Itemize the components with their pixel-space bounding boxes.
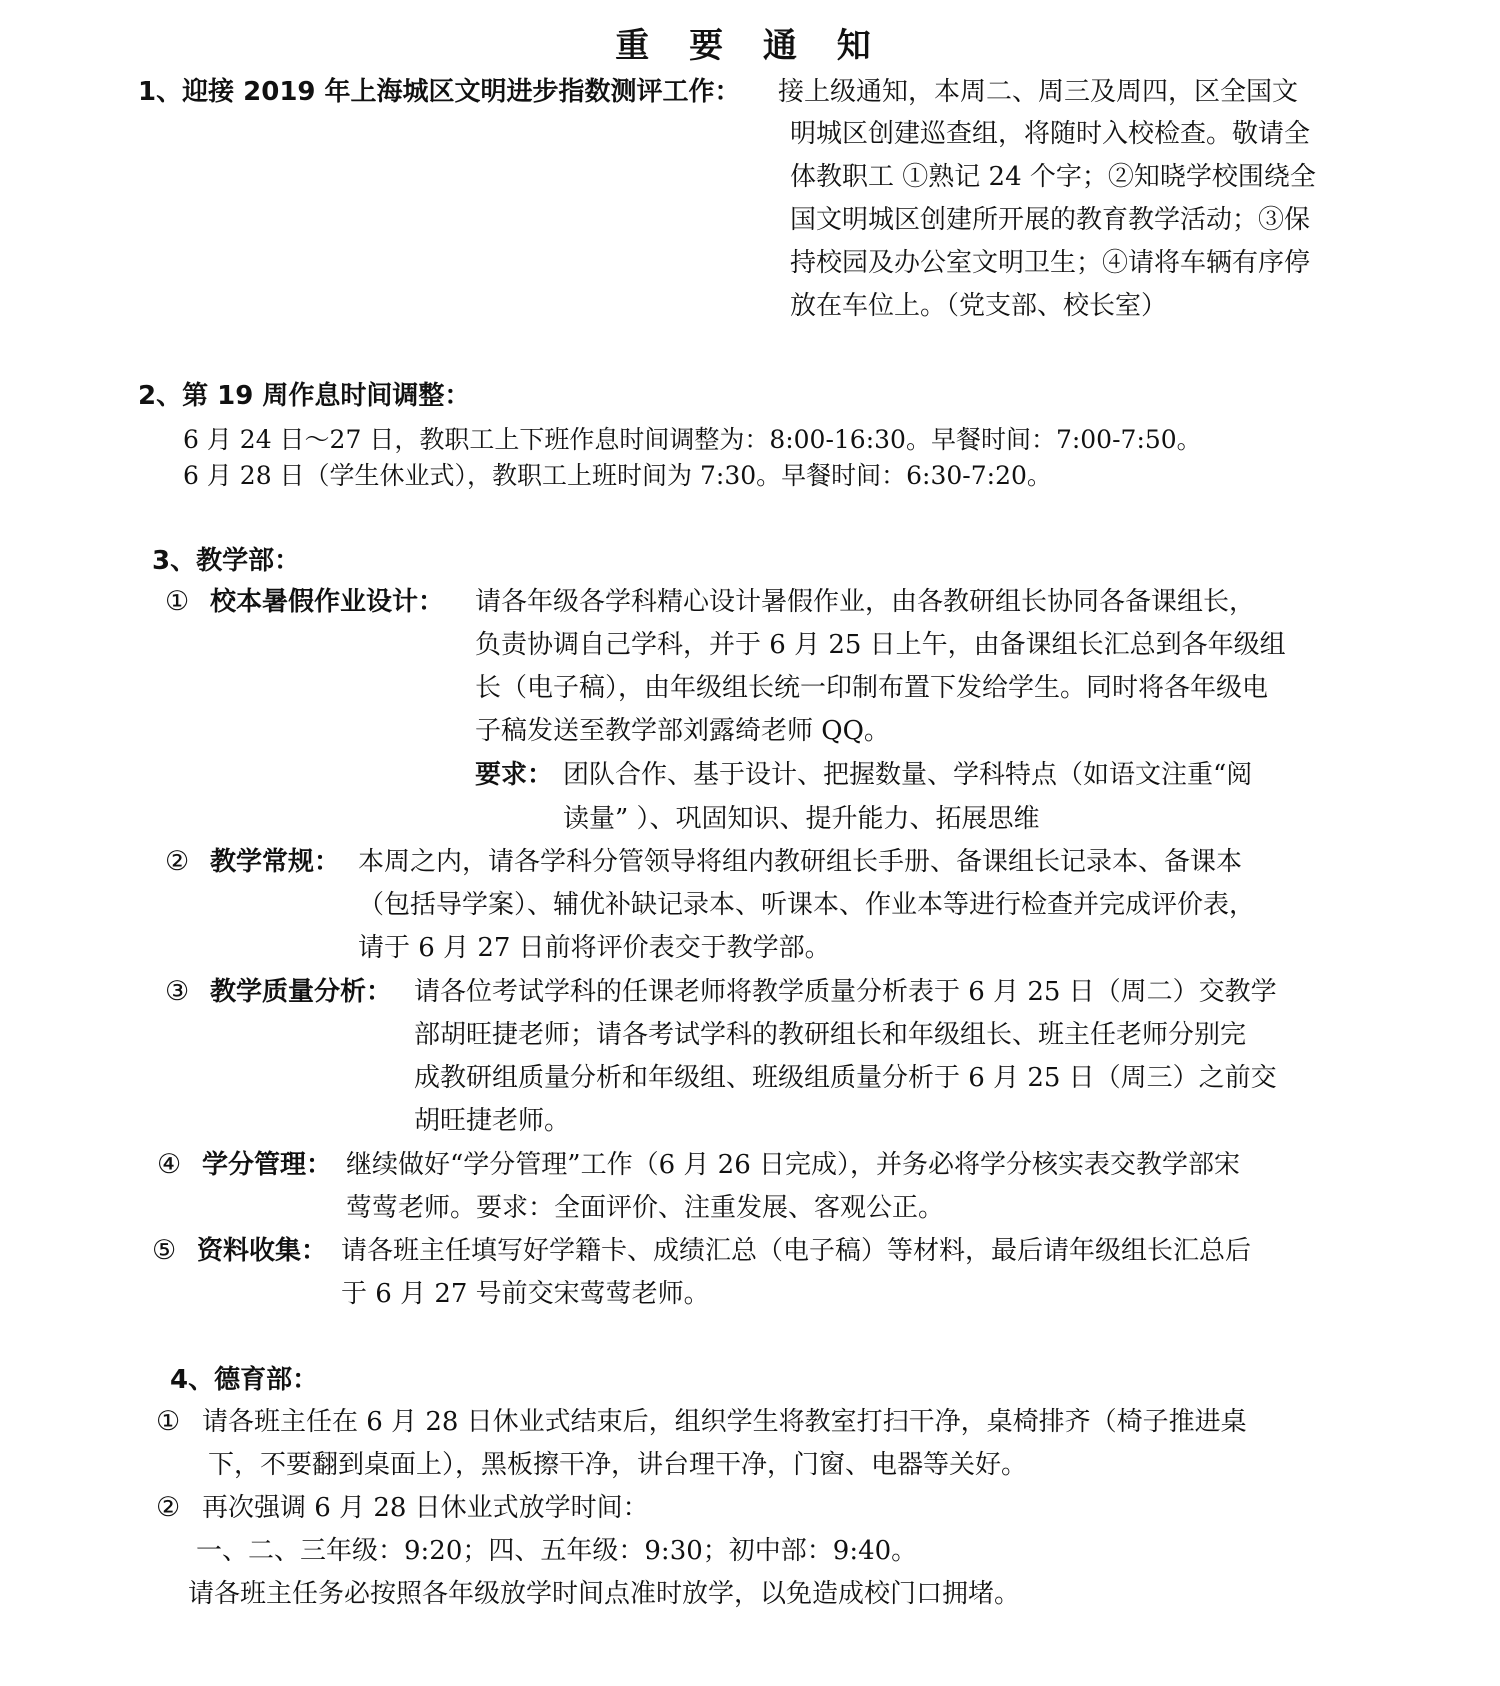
item-line: 本周之内，请各学科分管领导将组内教研组长手册、备课组长记录本、备课本 (358, 847, 1243, 877)
item-line: 下，不要翻到桌面上），黑板擦干净，讲台理干净，门窗、电器等关好。 (208, 1450, 1028, 1480)
circled-2-marker: ② (165, 846, 190, 877)
item-line: 负责协调自己学科，并于 6 月 25 日上午，由备课组长汇总到各年级组 (475, 630, 1286, 660)
circled-2-marker: ② (156, 1492, 181, 1523)
item-line: 请于 6 月 27 日前将评价表交于教学部。 (358, 933, 831, 963)
item-line: 再次强调 6 月 28 日休业式放学时间： (202, 1493, 649, 1523)
circled-5-marker: ⑤ (152, 1235, 177, 1266)
section-1-line: 明城区创建巡查组，将随时入校检查。敬请全 (790, 119, 1311, 149)
item-line: 莺莺老师。要求：全面评价、注重发展、客观公正。 (346, 1193, 945, 1223)
item-line: 请各班主任务必按照各年级放学时间点准时放学，以免造成校门口拥堵。 (188, 1579, 1021, 1609)
requirement-line: 团队合作、基于设计、把握数量、学科特点（如语文注重“阅 (563, 760, 1253, 790)
section-1-line: 接上级通知，本周二、周三及周四，区全国文 (778, 77, 1299, 107)
requirement-label: 要求： (475, 760, 554, 790)
item-line: 请各位考试学科的任课老师将教学质量分析表于 6 月 25 日（周二）交教学 (414, 977, 1277, 1007)
section-2-line: 6 月 28 日（学生休业式），教职工上班时间为 7:30。早餐时间：6:30-7:20。 (183, 461, 1052, 490)
section-1-line: 国文明城区创建所开展的教育教学活动；③保 (790, 205, 1311, 235)
item-line: 请各年级各学科精心设计暑假作业，由各教研组长协同各备课组长， (475, 587, 1256, 617)
section-3-heading: 3、教学部： (152, 546, 301, 576)
item-label: 学分管理： (202, 1150, 333, 1180)
item-line: 子稿发送至教学部刘露绮老师 QQ。 (475, 716, 890, 746)
item-label: 教学质量分析： (210, 977, 393, 1007)
item-line: 长（电子稿），由年级组长统一印制布置下发给学生。同时将各年级电 (475, 673, 1269, 703)
section-1-line: 持校园及办公室文明卫生；④请将车辆有序停 (790, 248, 1311, 278)
circled-1-marker: ① (165, 586, 190, 617)
circled-1-marker: ① (156, 1406, 181, 1437)
section-1-line: 体教职工 ①熟记 24 个字；②知晓学校围绕全 (790, 162, 1316, 192)
item-line: 请各班主任在 6 月 28 日休业式结束后，组织学生将教室打扫干净，桌椅排齐（椅子推进桌 (202, 1407, 1247, 1437)
item-label: 资料收集： (197, 1236, 328, 1266)
item-label: 教学常规： (210, 847, 341, 877)
item-line: 请各班主任填写好学籍卡、成绩汇总（电子稿）等材料，最后请年级组长汇总后 (341, 1236, 1252, 1266)
item-line: 于 6 月 27 号前交宋莺莺老师。 (341, 1279, 710, 1309)
section-2-line: 6 月 24 日～27 日，教职工上下班作息时间调整为：8:00-16:30。早餐时间：7:00-7:50。 (183, 425, 1202, 454)
section-4-heading: 4、德育部： (170, 1365, 319, 1395)
page-title: 重 要 通 知 (615, 26, 885, 66)
item-line: 一、二、三年级：9:20；四、五年级：9:30；初中部：9:40。 (196, 1536, 918, 1566)
item-line: （包括导学案）、辅优补缺记录本、听课本、作业本等进行检查并完成评价表， (358, 890, 1256, 920)
section-1-line: 放在车位上。（党支部、校长室） (790, 291, 1168, 321)
section-2-heading: 2、第 19 周作息时间调整： (138, 381, 471, 411)
item-line: 成教研组质量分析和年级组、班级组质量分析于 6 月 25 日（周三）之前交 (414, 1063, 1277, 1093)
item-line: 部胡旺捷老师；请各考试学科的教研组长和年级组长、班主任老师分别完 (414, 1020, 1247, 1050)
section-1-heading: 1、迎接 2019 年上海城区文明进步指数测评工作： (138, 77, 741, 107)
item-label: 校本暑假作业设计： (210, 587, 445, 617)
requirement-line: 读量” ）、巩固知识、提升能力、拓展思维 (563, 804, 1040, 834)
circled-3-marker: ③ (165, 976, 190, 1007)
circled-4-marker: ④ (157, 1149, 182, 1180)
item-line: 继续做好“学分管理”工作（6 月 26 日完成），并务必将学分核实表交教学部宋 (346, 1150, 1241, 1180)
item-line: 胡旺捷老师。 (414, 1106, 571, 1136)
